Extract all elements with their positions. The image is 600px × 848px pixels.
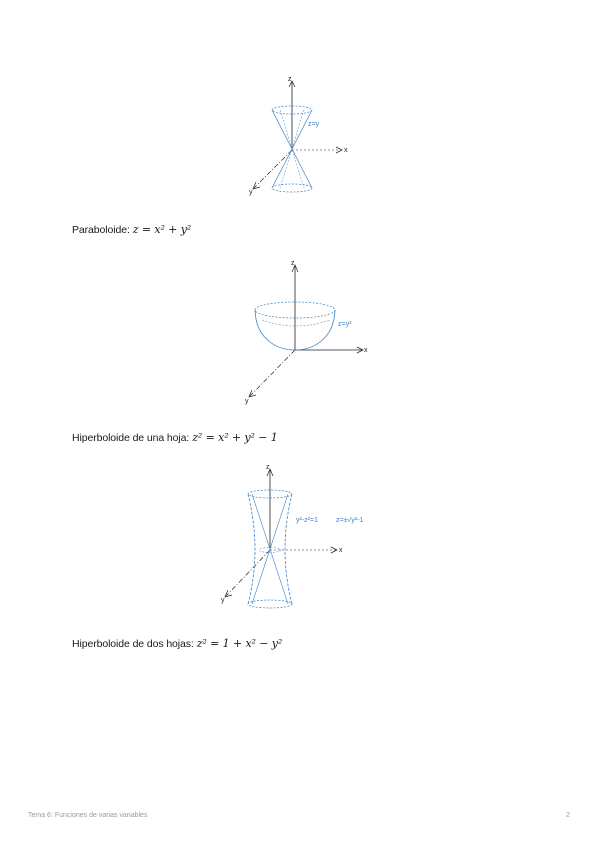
hyperboloid-z-label: z (266, 464, 270, 471)
caption-hyperboloid-two-label: Hiperboloide de dos hojas: (72, 638, 194, 650)
paraboloid-z-label: z (291, 260, 295, 267)
caption-paraboloid-formula: z = x² + y² (132, 223, 192, 236)
hyperboloid-figure (218, 462, 398, 612)
cone-y-label: y (249, 189, 253, 196)
hyperboloid-diagram (218, 462, 398, 612)
caption-paraboloid-label: Paraboloide: (72, 224, 130, 236)
cone-figure (240, 70, 370, 200)
footer-page-number: 2 (566, 812, 570, 819)
hyperboloid-curve-label: y²-z²=1 (296, 517, 318, 524)
paraboloid-y-label: y (245, 398, 249, 405)
paraboloid-curve-label: z=y² (338, 321, 352, 328)
cone-z-label: z (288, 76, 292, 83)
hyperboloid-x-label: x (339, 547, 343, 554)
paraboloid-diagram (240, 258, 380, 408)
cone-x-label: x (344, 147, 348, 154)
paraboloid-x-label: x (364, 347, 368, 354)
paraboloid-figure (240, 258, 380, 408)
caption-hyperboloid-one-label: Hiperboloide de una hoja: (72, 432, 190, 444)
cone-diagram (240, 70, 370, 200)
caption-hyperboloid-two-formula: z² = 1 + x² − y² (196, 637, 283, 650)
footer-title: Tema 6: Funciones de varias variables (28, 812, 148, 819)
caption-hyperboloid-two (72, 637, 282, 650)
caption-paraboloid (72, 223, 191, 236)
hyperboloid-y-label: y (221, 597, 225, 604)
cone-curve-label: z=y (308, 121, 320, 128)
caption-hyperboloid-one (72, 431, 278, 444)
hyperboloid-curve-label-2: z=±√y²-1 (336, 517, 364, 524)
caption-hyperboloid-one-formula: z² = x² + y² − 1 (192, 431, 278, 444)
